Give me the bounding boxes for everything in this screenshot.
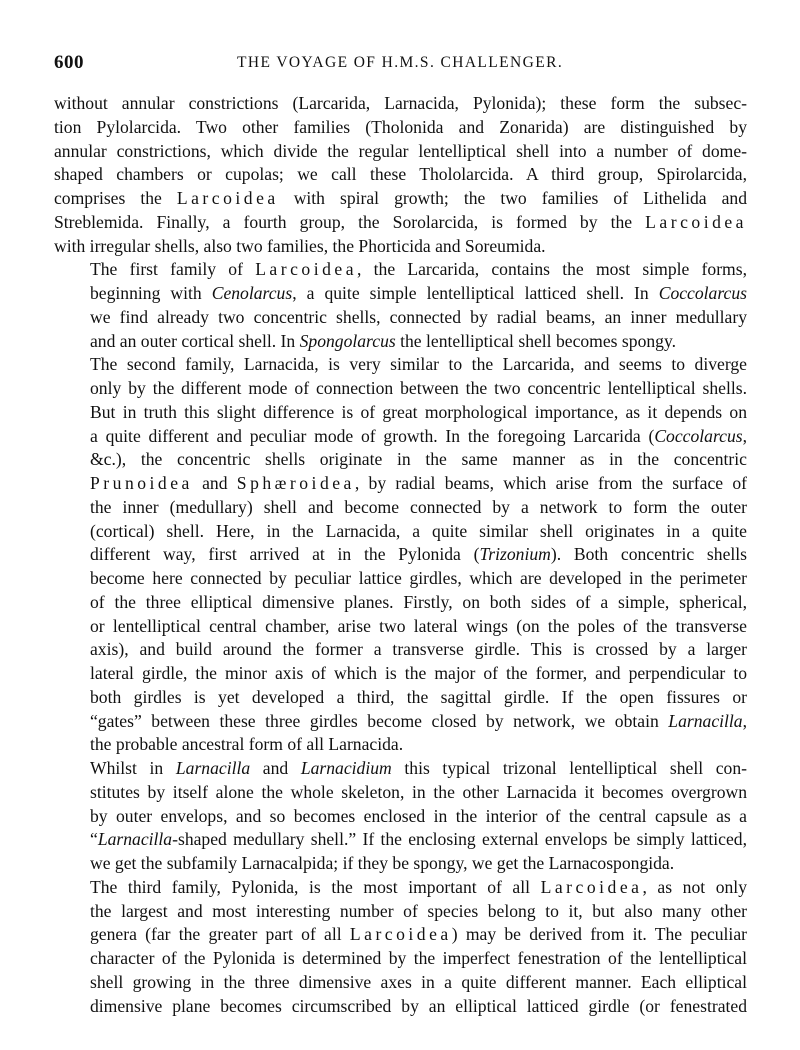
text-line: But in truth this slight difference is of great morphological importance, as it depends on [90, 401, 747, 422]
paragraph-larnacilla [54, 757, 747, 876]
page-header [54, 52, 750, 76]
text-line: without annular constrictions (Larcarida, Larnacida, Pylonida); these form the subsec- [54, 93, 747, 113]
text-line: the largest and most interesting number of species belong to it, but also many other [90, 900, 747, 921]
text-line: by outer envelops, and so becomes enclosed in the interior of the central capsule as a [90, 805, 747, 826]
text-line: of the three elliptical dimensive planes. Firstly, on both sides of a simple, spherical, [90, 591, 747, 612]
text-line: Streblemida. Finally, a fourth group, the Sorolarcida, is formed by the Larcoidea [54, 211, 747, 232]
taxon-name: Sphæroidea [236, 473, 355, 493]
taxon-name: Prunoidea [90, 473, 193, 493]
text-line: different way, first arrived at in the Pylonida (Trizonium). Both concentric shells [90, 544, 747, 565]
text-line: “Larnacilla-shaped medullary shell.” If the enclosing external envelops be simply latticed, [90, 829, 747, 850]
text-line: genera (far the greater part of all Larcoidea) may be derived from it. The peculiar [90, 924, 747, 945]
text-line: shaped chambers or cupolas; we call these Thololarcida. A third group, Spirolarcida, [54, 164, 747, 185]
text-line: we find already two concentric shells, connected by radial beams, an inner medullary [90, 306, 747, 327]
text-line: Prunoidea and Sphæroidea, by radial beams, which arise from the surface of [90, 473, 747, 493]
text-line: the inner (medullary) shell and become connected by a network to form the outer [90, 496, 747, 517]
text-line: character of the Pylonida is determined by the imperfect fenestration of the lentelliptical [90, 948, 747, 968]
paragraph-larcarida [54, 258, 747, 353]
taxon-name: Larcoidea [645, 211, 747, 232]
text-line: The third family, Pylonida, is the most important of all Larcoidea, as not only [90, 876, 747, 897]
text-line: and an outer cortical shell. In Spongolarcus the lentelliptical shell becomes spongy. [90, 330, 677, 351]
text-line: The first family of Larcoidea, the Larcarida, contains the most simple forms, [90, 259, 747, 280]
text-line: stitutes by itself alone the whole skeleton, in the other Larnacida it becomes overgrown [90, 781, 747, 802]
text-line: both girdles is yet developed a third, the sagittal girdle. If the open fissures or [90, 686, 747, 707]
text-line: Whilst in Larnacilla and Larnacidium this typical trizonal lentelliptical shell con- [90, 758, 747, 778]
text-line: dimensive plane becomes circumscribed by an elliptical latticed girdle (or fenestrated [90, 995, 747, 1016]
text-line: “gates” between these three girdles become closed by network, we obtain Larnacilla, [90, 710, 747, 731]
text-line: (cortical) shell. Here, in the Larnacida, a quite similar shell originates in a quite [90, 520, 747, 541]
running-head: THE VOYAGE OF H.M.S. CHALLENGER. [237, 54, 564, 71]
genus-name: Cenolarcus [211, 283, 293, 303]
genus-name: Larnacidium [300, 758, 392, 778]
paragraph-pylonida [54, 876, 747, 1019]
text-line: a quite different and peculiar mode of growth. In the foregoing Larcarida (Coccolarcus, [90, 425, 747, 446]
text-line: the probable ancestral form of all Larnacida. [90, 734, 404, 755]
genus-name: Larnacilla [97, 829, 173, 850]
text-line: tion Pylolarcida. Two other families (Tholonida and Zonarida) are distinguished by [54, 116, 747, 137]
text-line: we get the subfamily Larnacalpida; if they be spongy, we get the Larnacospongida. [90, 853, 675, 873]
text-line: annular constrictions, which divide the regular lentelliptical shell into a number of dome- [54, 140, 747, 161]
genus-name: Coccolarcus [654, 425, 743, 446]
text-line: only by the different mode of connection between the two concentric lentelliptical shells. [90, 378, 747, 398]
genus-name: Coccolarcus [658, 283, 747, 303]
genus-name: Larnacilla [668, 710, 743, 731]
text-line: &c.), the concentric shells originate in the same manner as in the concentric [90, 449, 747, 470]
taxon-name: Larcoidea [255, 259, 358, 280]
paragraph-continuation [54, 92, 747, 258]
text-line: become here connected by peculiar lattice girdles, which are developed in the perimeter [90, 568, 747, 588]
text-line: beginning with Cenolarcus, a quite simple lentelliptical latticed shell. In Coccolarcus [90, 283, 747, 303]
paragraph-larnacida [54, 353, 747, 757]
text-line: comprises the Larcoidea with spiral growth; the two families of Lithelida and [54, 188, 747, 208]
body-text [54, 92, 747, 1018]
genus-name: Trizonium [479, 544, 551, 565]
text-line: lateral girdle, the minor axis of which is the major of the former, and perpendicular to [90, 663, 747, 683]
taxon-name: Larcoidea [540, 876, 643, 897]
genus-name: Spongolarcus [299, 330, 396, 351]
taxon-name: Larcoidea [349, 924, 452, 945]
text-line: The second family, Larnacida, is very similar to the Larcarida, and seems to diverge [90, 354, 747, 375]
text-line: shell growing in the three dimensive axes in a quite different manner. Each elliptical [90, 971, 747, 992]
text-line: axis), and build around the former a transverse girdle. This is crossed by a larger [90, 639, 747, 660]
taxon-name: Larcoidea [176, 188, 279, 208]
text-line: with irregular shells, also two families, the Phorticida and Soreumida. [54, 235, 546, 256]
genus-name: Larnacilla [175, 758, 251, 778]
text-line: or lentelliptical central chamber, arise two lateral wings (on the poles of the transverse [90, 615, 747, 636]
page-number: 600 [54, 52, 84, 73]
